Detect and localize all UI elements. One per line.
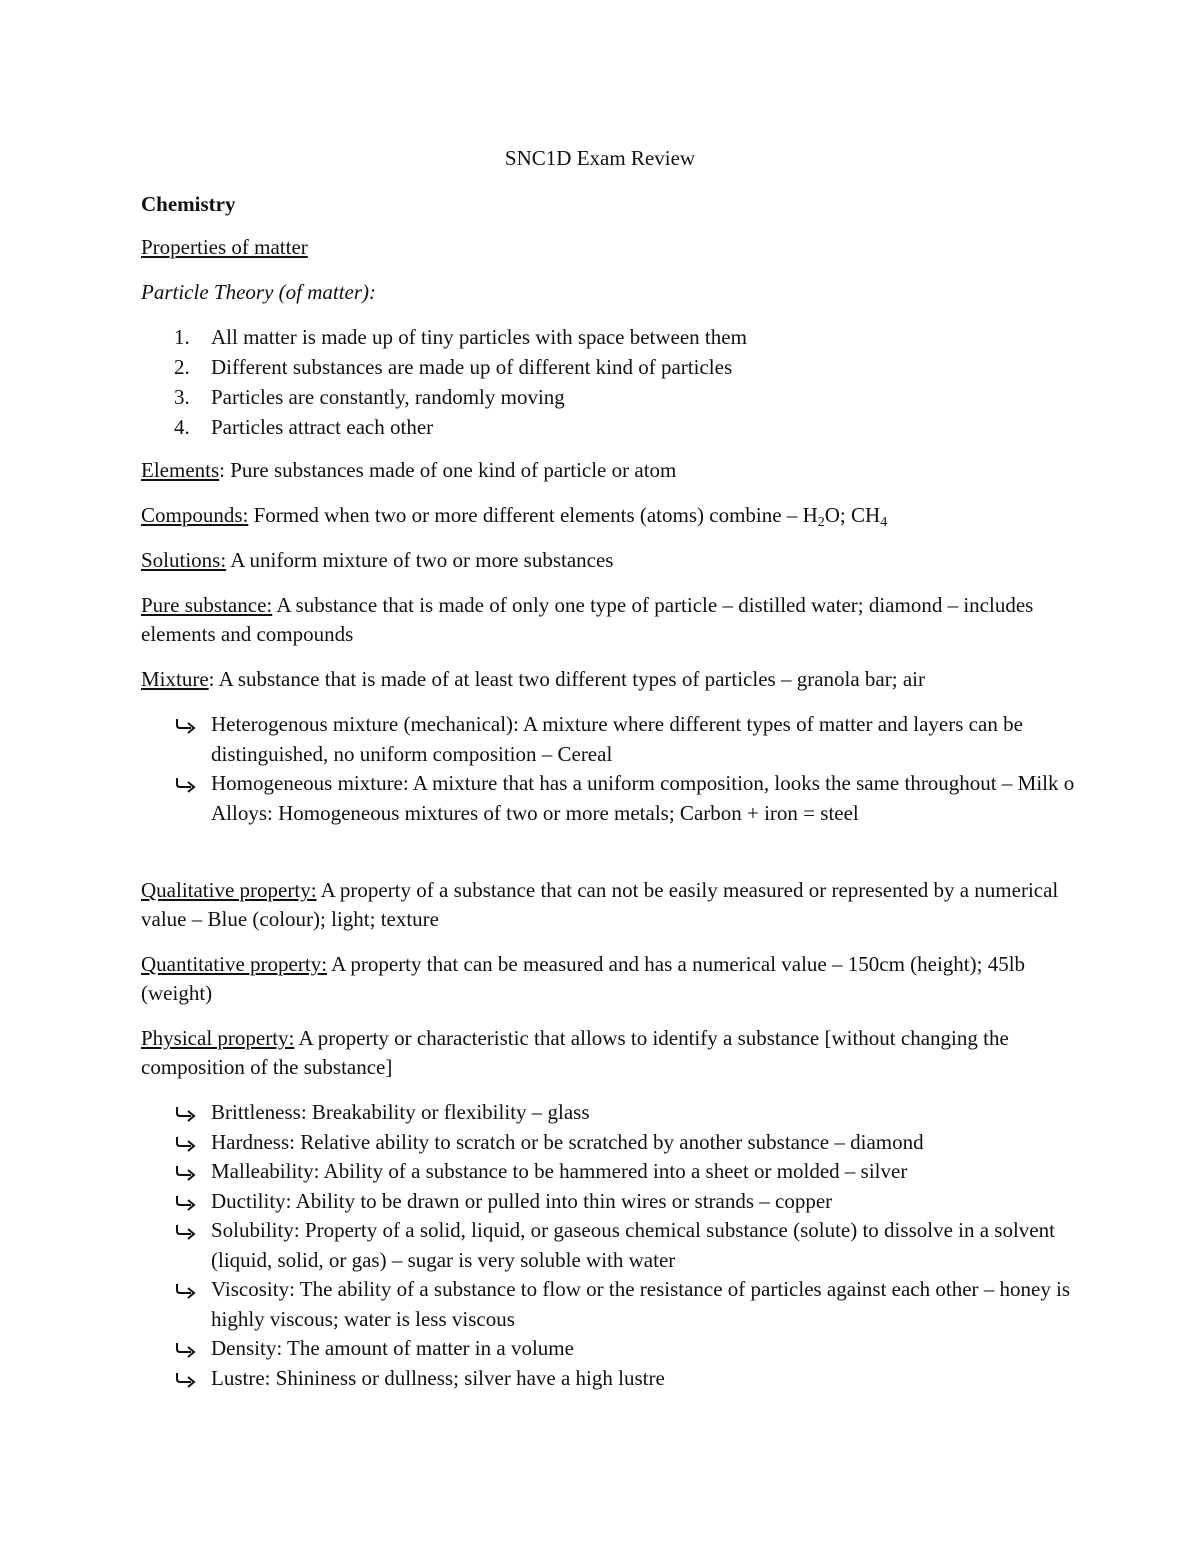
curved-arrow-icon xyxy=(174,1372,198,1388)
definition-physical-property xyxy=(141,1024,1066,1082)
list-text: Density: The amount of matter in a volume xyxy=(211,1336,574,1360)
list-item xyxy=(141,383,1081,413)
definition-quantitative-property xyxy=(141,950,1066,1008)
curved-arrow-icon xyxy=(174,1136,198,1152)
term-label: Mixture xyxy=(141,667,209,691)
definition-text: A property that can be measured and has a numerical value – 150cm (height); 45lb (weight) xyxy=(141,952,1026,1005)
term-label: Elements xyxy=(141,458,220,482)
particle-theory-heading: Particle Theory (of matter): xyxy=(141,280,377,304)
definition-pure-substance xyxy=(141,591,1066,649)
list-text: All matter is made up of tiny particles with space between them xyxy=(211,325,747,349)
list-text: Ductility: Ability to be drawn or pulled into thin wires or strands – copper xyxy=(211,1188,833,1213)
list-item xyxy=(141,1098,1081,1128)
list-item xyxy=(141,1187,1081,1217)
list-text: Different substances are made up of different kind of particles xyxy=(211,355,733,379)
list-item xyxy=(141,1275,1081,1334)
list-text: Hardness: Relative ability to scratch or be scratched by another substance – diamond xyxy=(211,1129,924,1154)
curved-arrow-icon xyxy=(174,1165,198,1181)
list-number: 1. xyxy=(174,325,190,349)
list-text: Homogeneous mixture: A mixture that has a uniform composition, looks the same throughout – Milk o Alloys: Homogeneous mixtures of two or more metals; Carbon + iron = steel xyxy=(211,771,1075,825)
term-label: Qualitative property: xyxy=(141,878,317,902)
subsection-heading: Properties of matter xyxy=(141,235,308,259)
list-item xyxy=(141,1334,1081,1364)
list-number: 4. xyxy=(174,415,190,439)
definition-compounds xyxy=(141,501,1066,530)
definition-mixture xyxy=(141,665,1066,694)
list-number: 3. xyxy=(174,385,190,409)
list-item xyxy=(141,413,1081,443)
definition-text: : Pure substances made of one kind of particle or atom xyxy=(219,458,677,482)
curved-arrow-icon xyxy=(174,1224,198,1240)
definition-text: : A substance that is made of at least two different types of particles – granola bar; air xyxy=(208,667,925,691)
list-text: Malleability: Ability of a substance to be hammered into a sheet or molded – silver xyxy=(211,1159,908,1183)
list-text: Viscosity: The ability of a substance to flow or the resistance of particles against each other – honey is highly viscous; water is less viscous xyxy=(211,1277,1071,1331)
list-item xyxy=(141,323,1081,353)
list-item xyxy=(141,1216,1081,1275)
curved-arrow-icon xyxy=(174,1283,198,1299)
subscript: 2 xyxy=(817,515,825,530)
curved-arrow-icon xyxy=(174,1342,198,1358)
list-text: Particles are constantly, randomly moving xyxy=(211,385,565,409)
term-label: Quantitative property: xyxy=(141,952,328,976)
curved-arrow-icon xyxy=(174,1195,198,1211)
list-item xyxy=(141,1157,1081,1187)
document-title: SNC1D Exam Review xyxy=(504,146,696,170)
physical-properties-list xyxy=(141,1098,1081,1393)
mixture-types-list xyxy=(141,710,1081,828)
list-text: Particles attract each other xyxy=(211,415,434,439)
term-label: Compounds: xyxy=(141,503,249,527)
subscript: 4 xyxy=(880,515,888,530)
curved-arrow-icon xyxy=(174,718,198,734)
list-text: Lustre: Shininess or dullness; silver have a high lustre xyxy=(211,1365,665,1390)
definition-text: A uniform mixture of two or more substances xyxy=(226,548,614,572)
definition-text: A property of a substance that can not be easily measured or represented by a numerical value – Blue (colour); light; texture xyxy=(141,878,1059,931)
list-item xyxy=(141,1364,1081,1394)
list-text: Brittleness: Breakability or flexibility – glass xyxy=(211,1100,590,1124)
particle-theory-list xyxy=(141,323,1081,443)
list-item xyxy=(141,353,1081,383)
definition-text: A property or characteristic that allows to identify a substance [without changing the composition of the substance] xyxy=(141,1026,1009,1079)
list-item xyxy=(141,1128,1081,1158)
curved-arrow-icon xyxy=(174,777,198,793)
list-number: 2. xyxy=(174,355,190,379)
term-label: Solutions: xyxy=(141,548,227,572)
list-item xyxy=(141,710,1081,769)
curved-arrow-icon xyxy=(174,1106,198,1122)
list-text: Heterogenous mixture (mechanical): A mixture where different types of matter and layers can be distinguished, no uniform composition – Cereal xyxy=(211,712,1023,766)
term-label: Physical property: xyxy=(141,1026,295,1050)
section-heading: Chemistry xyxy=(141,192,236,216)
definition-elements xyxy=(141,456,1066,485)
definition-text: Formed when two or more different elements (atoms) combine – H xyxy=(248,503,818,527)
definition-qualitative-property xyxy=(141,876,1066,934)
definition-text: O; CH xyxy=(824,503,881,527)
list-text: Solubility: Property of a solid, liquid, or gaseous chemical substance (solute) to dissolve in a solvent (liquid, solid, or gas) – sugar is very soluble with water xyxy=(211,1218,1055,1272)
definition-solutions xyxy=(141,546,1066,575)
definition-text: A substance that is made of only one type of particle – distilled water; diamond – includes elements and compounds xyxy=(141,593,1034,646)
term-label: Pure substance: xyxy=(141,593,273,617)
list-item xyxy=(141,769,1081,828)
